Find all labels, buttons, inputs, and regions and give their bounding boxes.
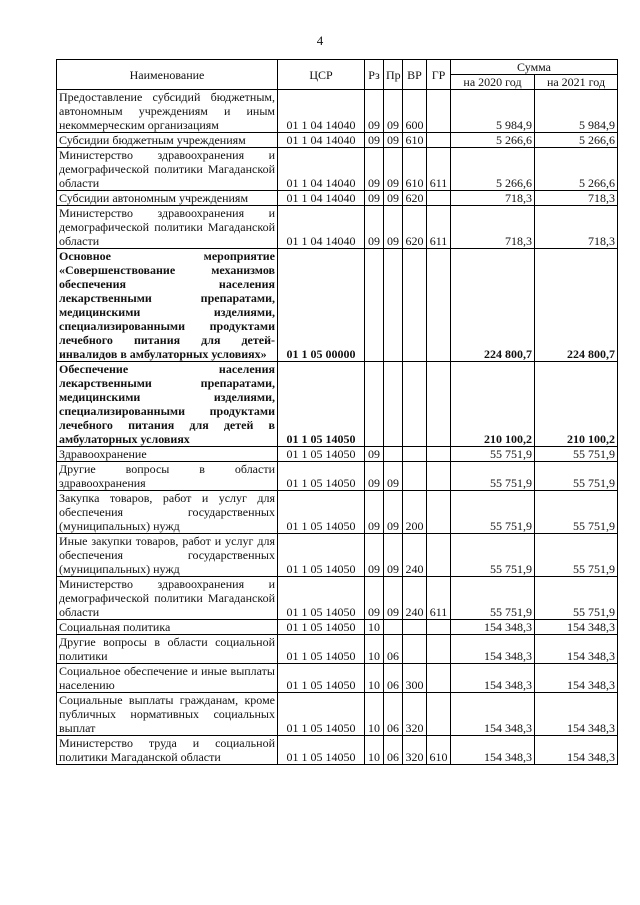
row-vr xyxy=(403,620,427,635)
header-rz: Рз xyxy=(365,60,384,90)
row-vr: 200 xyxy=(403,491,427,534)
row-gr: 611 xyxy=(427,148,451,191)
row-sum-2021: 154 348,3 xyxy=(535,620,618,635)
row-csr: 01 1 05 14050 xyxy=(278,620,365,635)
table-row xyxy=(57,206,618,249)
row-gr: 611 xyxy=(427,206,451,249)
row-gr xyxy=(427,635,451,664)
row-csr: 01 1 05 14050 xyxy=(278,447,365,462)
row-pr: 09 xyxy=(384,462,403,491)
row-pr: 09 xyxy=(384,148,403,191)
table-row xyxy=(57,90,618,133)
table-body xyxy=(57,90,618,765)
row-csr: 01 1 05 14050 xyxy=(278,362,365,447)
row-vr: 610 xyxy=(403,133,427,148)
row-rz: 10 xyxy=(365,620,384,635)
header-name: Наименование xyxy=(57,60,278,90)
row-rz: 09 xyxy=(365,491,384,534)
row-name: Министерство здравоохранения и демографической политики Магаданской области xyxy=(57,148,278,191)
row-gr xyxy=(427,90,451,133)
header-2020: на 2020 год xyxy=(451,75,535,90)
row-rz: 09 xyxy=(365,191,384,206)
row-rz: 09 xyxy=(365,206,384,249)
row-csr: 01 1 05 14050 xyxy=(278,462,365,491)
table-row xyxy=(57,736,618,765)
row-sum-2020: 5 266,6 xyxy=(451,133,535,148)
row-name: Субсидии автономным учреждениям xyxy=(57,191,278,206)
row-pr: 09 xyxy=(384,534,403,577)
row-pr xyxy=(384,447,403,462)
row-sum-2021: 5 266,6 xyxy=(535,148,618,191)
row-gr xyxy=(427,534,451,577)
row-sum-2020: 154 348,3 xyxy=(451,620,535,635)
row-csr: 01 1 04 14040 xyxy=(278,148,365,191)
row-csr: 01 1 04 14040 xyxy=(278,191,365,206)
row-sum-2020: 55 751,9 xyxy=(451,491,535,534)
row-csr: 01 1 04 14040 xyxy=(278,90,365,133)
row-rz: 09 xyxy=(365,534,384,577)
table-row xyxy=(57,693,618,736)
row-csr: 01 1 05 14050 xyxy=(278,577,365,620)
header-gr: ГР xyxy=(427,60,451,90)
row-name: Здравоохранение xyxy=(57,447,278,462)
row-vr: 240 xyxy=(403,534,427,577)
row-sum-2020: 55 751,9 xyxy=(451,447,535,462)
row-name: Основное мероприятие «Совершенствование механизмов обеспечения населения лекарственными препаратами, медицинскими изделиями, специализированными продуктами лечебного питания для детей-инвалидов в амбулаторных условиях» xyxy=(57,249,278,362)
row-sum-2020: 154 348,3 xyxy=(451,693,535,736)
row-pr xyxy=(384,249,403,362)
table-row xyxy=(57,249,618,362)
row-rz: 10 xyxy=(365,664,384,693)
row-csr: 01 1 05 14050 xyxy=(278,736,365,765)
row-sum-2021: 154 348,3 xyxy=(535,635,618,664)
row-rz: 09 xyxy=(365,148,384,191)
row-csr: 01 1 05 14050 xyxy=(278,491,365,534)
row-name: Субсидии бюджетным учреждениям xyxy=(57,133,278,148)
row-name: Обеспечение населения лекарственными препаратами, медицинскими изделиями, специализированными продуктами лечебного питания для детей в амбулаторных условиях xyxy=(57,362,278,447)
row-vr xyxy=(403,635,427,664)
row-sum-2021: 718,3 xyxy=(535,191,618,206)
row-gr xyxy=(427,664,451,693)
row-sum-2020: 154 348,3 xyxy=(451,736,535,765)
row-vr: 320 xyxy=(403,693,427,736)
row-sum-2020: 55 751,9 xyxy=(451,577,535,620)
row-rz: 10 xyxy=(365,693,384,736)
row-sum-2020: 210 100,2 xyxy=(451,362,535,447)
row-pr: 06 xyxy=(384,635,403,664)
row-sum-2020: 5 984,9 xyxy=(451,90,535,133)
row-vr: 600 xyxy=(403,90,427,133)
row-sum-2021: 210 100,2 xyxy=(535,362,618,447)
table-row xyxy=(57,664,618,693)
row-rz: 09 xyxy=(365,133,384,148)
row-sum-2021: 55 751,9 xyxy=(535,491,618,534)
row-sum-2020: 154 348,3 xyxy=(451,664,535,693)
row-sum-2021: 224 800,7 xyxy=(535,249,618,362)
row-rz: 09 xyxy=(365,577,384,620)
row-sum-2021: 154 348,3 xyxy=(535,664,618,693)
row-rz: 09 xyxy=(365,90,384,133)
row-vr xyxy=(403,249,427,362)
row-gr xyxy=(427,693,451,736)
row-vr: 240 xyxy=(403,577,427,620)
row-csr: 01 1 04 14040 xyxy=(278,133,365,148)
row-pr xyxy=(384,362,403,447)
row-pr xyxy=(384,620,403,635)
header-csr: ЦСР xyxy=(278,60,365,90)
row-gr xyxy=(427,191,451,206)
row-name: Социальное обеспечение и иные выплаты населению xyxy=(57,664,278,693)
row-rz: 09 xyxy=(365,462,384,491)
page-number: 4 xyxy=(316,33,324,48)
table-row xyxy=(57,462,618,491)
row-pr: 09 xyxy=(384,206,403,249)
table-row xyxy=(57,148,618,191)
row-vr xyxy=(403,447,427,462)
row-sum-2020: 224 800,7 xyxy=(451,249,535,362)
row-sum-2020: 718,3 xyxy=(451,191,535,206)
row-sum-2020: 718,3 xyxy=(451,206,535,249)
row-pr: 09 xyxy=(384,133,403,148)
row-rz: 09 xyxy=(365,447,384,462)
table-row xyxy=(57,577,618,620)
row-rz xyxy=(365,362,384,447)
row-gr: 610 xyxy=(427,736,451,765)
row-csr: 01 1 05 14050 xyxy=(278,664,365,693)
header-pr: Пр xyxy=(384,60,403,90)
row-name: Предоставление субсидий бюджетным, автономным учреждениям и иным некоммерческим организациям xyxy=(57,90,278,133)
row-gr: 611 xyxy=(427,577,451,620)
row-sum-2021: 154 348,3 xyxy=(535,736,618,765)
row-gr xyxy=(427,249,451,362)
row-pr: 09 xyxy=(384,90,403,133)
row-vr: 620 xyxy=(403,191,427,206)
row-vr: 320 xyxy=(403,736,427,765)
row-name: Социальная политика xyxy=(57,620,278,635)
budget-table xyxy=(56,59,618,765)
row-name: Министерство здравоохранения и демографической политики Магаданской области xyxy=(57,206,278,249)
row-sum-2021: 55 751,9 xyxy=(535,534,618,577)
row-vr: 610 xyxy=(403,148,427,191)
table-row xyxy=(57,362,618,447)
row-csr: 01 1 05 14050 xyxy=(278,635,365,664)
row-csr: 01 1 05 14050 xyxy=(278,693,365,736)
row-sum-2021: 5 266,6 xyxy=(535,133,618,148)
row-gr xyxy=(427,362,451,447)
row-gr xyxy=(427,447,451,462)
row-name: Иные закупки товаров, работ и услуг для обеспечения государственных (муниципальных) нужд xyxy=(57,534,278,577)
row-sum-2020: 154 348,3 xyxy=(451,635,535,664)
row-name: Другие вопросы в области социальной политики xyxy=(57,635,278,664)
header-sum: Сумма xyxy=(451,60,618,75)
row-name: Социальные выплаты гражданам, кроме публичных нормативных социальных выплат xyxy=(57,693,278,736)
table-row xyxy=(57,620,618,635)
row-sum-2021: 55 751,9 xyxy=(535,447,618,462)
row-pr: 09 xyxy=(384,491,403,534)
table-row xyxy=(57,191,618,206)
row-sum-2020: 5 266,6 xyxy=(451,148,535,191)
row-name: Другие вопросы в области здравоохранения xyxy=(57,462,278,491)
row-pr: 06 xyxy=(384,736,403,765)
row-vr: 300 xyxy=(403,664,427,693)
row-name: Министерство здравоохранения и демографической политики Магаданской области xyxy=(57,577,278,620)
row-gr xyxy=(427,133,451,148)
table-row xyxy=(57,491,618,534)
row-gr xyxy=(427,620,451,635)
row-rz: 10 xyxy=(365,635,384,664)
header-2021: на 2021 год xyxy=(535,75,618,90)
row-vr: 620 xyxy=(403,206,427,249)
table-row xyxy=(57,447,618,462)
row-name: Закупка товаров, работ и услуг для обеспечения государственных (муниципальных) нужд xyxy=(57,491,278,534)
table-header xyxy=(57,60,618,90)
row-sum-2021: 154 348,3 xyxy=(535,693,618,736)
header-vr: ВР xyxy=(403,60,427,90)
row-sum-2021: 718,3 xyxy=(535,206,618,249)
table-row xyxy=(57,133,618,148)
row-csr: 01 1 05 00000 xyxy=(278,249,365,362)
row-gr xyxy=(427,462,451,491)
row-csr: 01 1 04 14040 xyxy=(278,206,365,249)
row-pr: 06 xyxy=(384,664,403,693)
row-rz xyxy=(365,249,384,362)
row-sum-2020: 55 751,9 xyxy=(451,534,535,577)
row-name: Министерство труда и социальной политики Магаданской области xyxy=(57,736,278,765)
row-sum-2021: 5 984,9 xyxy=(535,90,618,133)
row-sum-2021: 55 751,9 xyxy=(535,462,618,491)
row-vr xyxy=(403,362,427,447)
row-pr: 06 xyxy=(384,693,403,736)
row-sum-2021: 55 751,9 xyxy=(535,577,618,620)
row-csr: 01 1 05 14050 xyxy=(278,534,365,577)
table-row xyxy=(57,635,618,664)
row-sum-2020: 55 751,9 xyxy=(451,462,535,491)
row-rz: 10 xyxy=(365,736,384,765)
row-pr: 09 xyxy=(384,191,403,206)
row-pr: 09 xyxy=(384,577,403,620)
row-vr xyxy=(403,462,427,491)
table-row xyxy=(57,534,618,577)
row-gr xyxy=(427,491,451,534)
